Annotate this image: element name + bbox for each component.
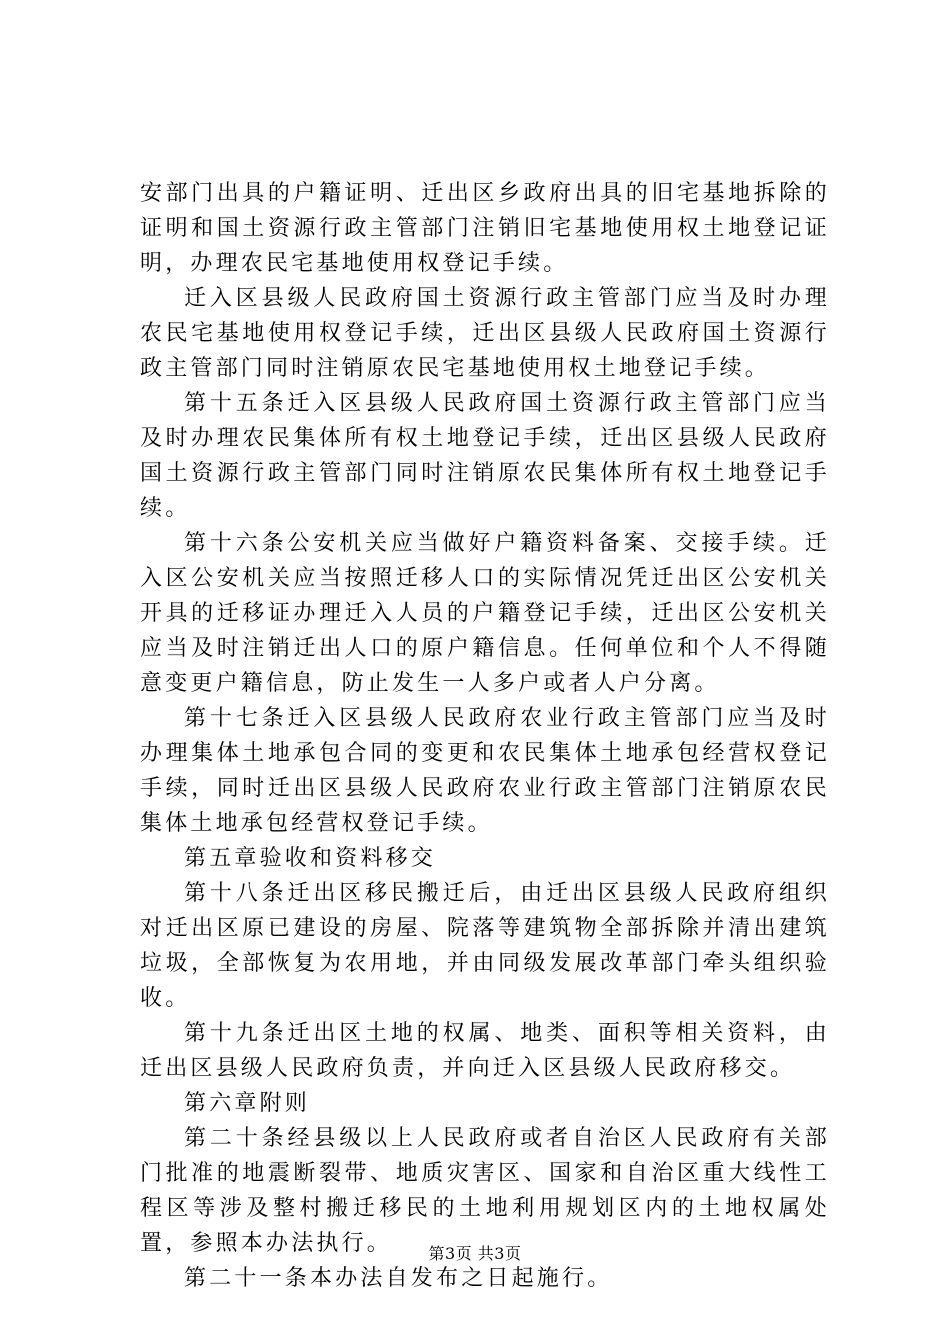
article-20: 第二十条经县级以上人民政府或者自治区人民政府有关部门批准的地震断裂带、地质灾害区、国家和自治区重大线性工程区等涉及整村搬迁移民的土地利用规划区内的土地权属处置，参照本办法执行。 (140, 1126, 830, 1256)
paragraph-continuation: 安部门出具的户籍证明、迁出区乡政府出具的旧宅基地拆除的证明和国土资源行政主管部门注销旧宅基地使用权土地登记证明，办理农民宅基地使用权登记手续。 (140, 181, 830, 276)
article-16: 第十六条公安机关应当做好户籍资料备案、交接手续。迁入区公安机关应当按照迁移人口的实际情况凭迁出区公安机关开具的迁移证办理迁入人员的户籍登记手续，迁出区公安机关应当及时注销迁出人口的原户籍信息。任何单位和个人不得随意变更户籍信息，防止发生一人多户或者人户分离。 (140, 531, 830, 696)
chapter-5-heading: 第五章验收和资料移交 (184, 846, 437, 871)
document-body (140, 176, 830, 1296)
article-15: 第十五条迁入区县级人民政府国土资源行政主管部门应当及时办理农民集体所有权土地登记手续，迁出区县级人民政府国土资源行政主管部门同时注销原农民集体所有权土地登记手续。 (140, 391, 830, 521)
article-17: 第十七条迁入区县级人民政府农业行政主管部门应当及时办理集体土地承包合同的变更和农民集体土地承包经营权登记手续，同时迁出区县级人民政府农业行政主管部门注销原农民集体土地承包经营权登记手续。 (140, 706, 830, 836)
article-18: 第十八条迁出区移民搬迁后，由迁出区县级人民政府组织对迁出区原已建设的房屋、院落等建筑物全部拆除并清出建筑垃圾，全部恢复为农用地，并由同级发展改革部门牵头组织验收。 (140, 881, 830, 1011)
chapter-6-heading: 第六章附则 (184, 1091, 311, 1116)
paragraph: 迁入区县级人民政府国土资源行政主管部门应当及时办理农民宅基地使用权登记手续，迁出区县级人民政府国土资源行政主管部门同时注销原农民宅基地使用权土地登记手续。 (140, 286, 830, 381)
article-19: 第十九条迁出区土地的权属、地类、面积等相关资料，由迁出区县级人民政府负责，并向迁入区县级人民政府移交。 (140, 1021, 830, 1081)
article-21: 第二十一条本办法自发布之日起施行。 (184, 1266, 613, 1291)
page-number-footer: 第3页 共3页 (428, 1244, 522, 1263)
